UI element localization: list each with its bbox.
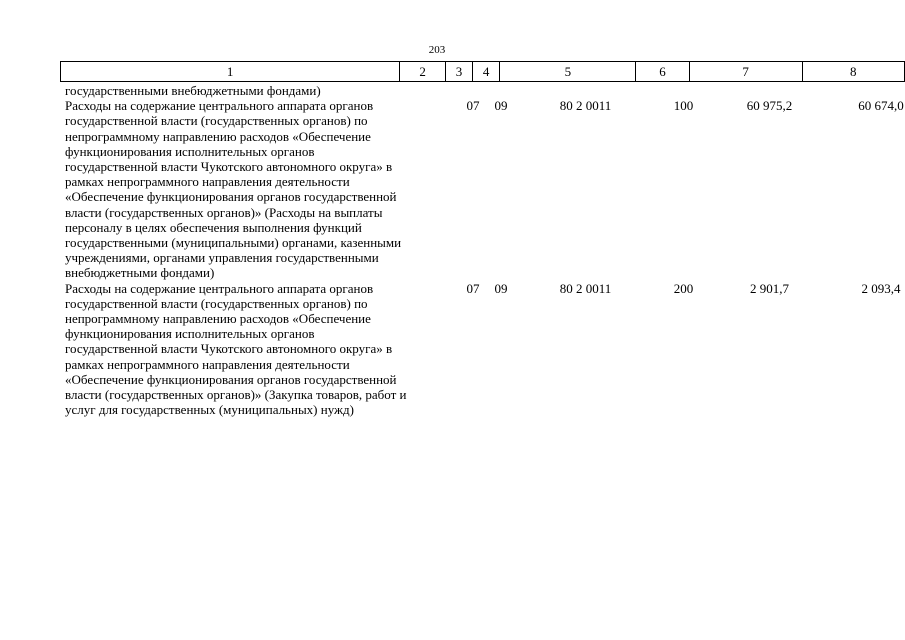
column-header-8: 8 xyxy=(802,62,904,82)
row-description: Расходы на содержание центрального аппарата органов государственной власти (государственных органов) по непрограммному направлению расходов «Обеспечение функционирования исполнительных органов государственной власти Чукотского автономного округа» в рамках непрограммного направления деятельности «Обеспечение функционирования органов государственной власти (государственных органов)» (Расходы на выплаты персоналу в целях обеспечения выполнения функций государственными (муниципальными) органами, казенными учреждениями, органами управления государственными внебюджетными фондами) xyxy=(65,98,402,281)
column-header-5: 5 xyxy=(500,62,636,82)
row-target-article: 80 2 0011 xyxy=(559,98,612,114)
column-header-4: 4 xyxy=(473,62,500,82)
table-row xyxy=(60,280,901,418)
row-section-code: 07 xyxy=(466,280,480,296)
column-header-row xyxy=(61,62,905,82)
row-section-code: 07 xyxy=(466,98,480,114)
table-row xyxy=(60,98,904,281)
row-amount-col8: 2 093,4 xyxy=(861,280,901,296)
table-row-continuation xyxy=(60,83,874,98)
row-expense-type: 200 xyxy=(673,280,694,296)
page-number: 203 xyxy=(428,44,446,56)
column-header-3: 3 xyxy=(445,62,472,82)
column-header-6: 6 xyxy=(636,62,689,82)
row-amount-col8: 60 674,0 xyxy=(858,98,904,114)
row-subsection-code: 09 xyxy=(494,98,508,114)
table-body xyxy=(60,83,904,418)
row-description: Расходы на содержание центрального аппарата органов государственной власти (государственных органов) по непрограммному направлению расходов «Обеспечение функционирования исполнительных органов государственной власти Чукотского автономного округа» в рамках непрограммного направления деятельности «Обеспечение функционирования органов государственной власти (государственных органов)» (Закупка товаров, работ и услуг для государственных (муниципальных) нужд) xyxy=(65,280,407,418)
continuation-text: государственными внебюджетными фондами) xyxy=(65,83,321,98)
row-amount-col7: 2 901,7 xyxy=(750,280,789,296)
column-header-7: 7 xyxy=(689,62,802,82)
column-header-1: 1 xyxy=(61,62,400,82)
row-amount-col7: 60 975,2 xyxy=(746,98,793,114)
column-header-2: 2 xyxy=(400,62,446,82)
row-subsection-code: 09 xyxy=(494,280,508,296)
row-expense-type: 100 xyxy=(673,98,694,114)
column-header-table xyxy=(60,61,905,82)
row-target-article: 80 2 0011 xyxy=(559,280,612,296)
